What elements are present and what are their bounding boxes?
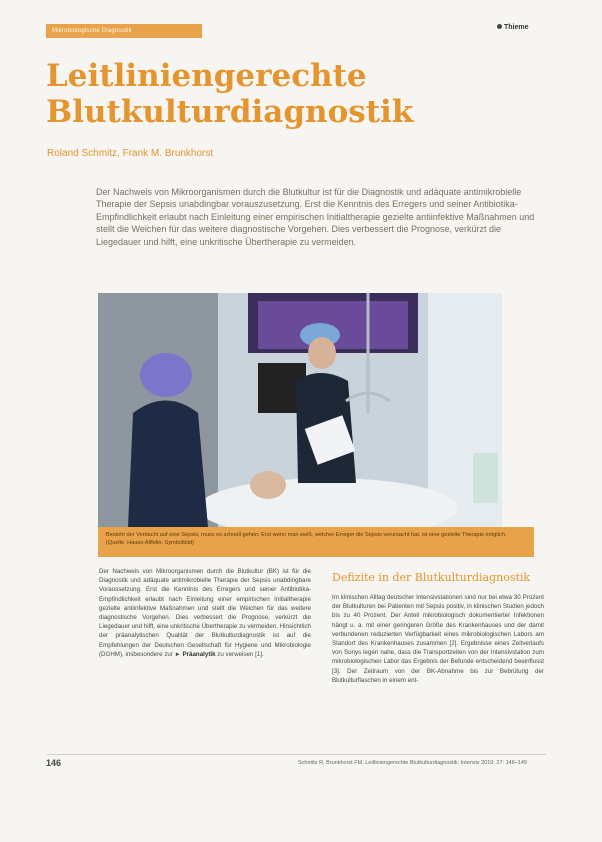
- citation-footer: Schmitz R, Brunkhorst FM. Leitliniengerechte Blutkulturdiagnostik. Intensiv 2019; 27: 146–149: [298, 760, 527, 766]
- left-column-end: zu verweisen [1].: [215, 650, 264, 658]
- footer-rule: [46, 754, 546, 755]
- article-authors: Roland Schmitz, Frank M. Brunkhorst: [47, 148, 214, 159]
- publisher-name: Thieme: [504, 24, 529, 31]
- article-photo: [98, 293, 502, 527]
- photo-caption: [98, 527, 534, 557]
- left-column-text: Der Nachweis von Mikroorganismen durch die Blutkultur (BK) ist für die Diagnostik und adäquate antimikrobielle Therapie der Sepsis unabdingbare Voraussetzung. Erst die Kenntnis des Erregers und seiner Antibiotika-Empfindlichkeit erlaubt nach Einleitung einer empirischen Initialtherapie gezielte antiinfektive Maßnahmen und stellt die Weichen für das weitere diagnostische Vorgehen. Dies verbessert die Prognose, verkürzt die Liegedauer und hilft, eine unkritische Übertherapie zu vermeiden. Hinsichtlich der präanalytischen Qualität der Blutkulturdiagnostik ist auf die Empfehlungen der Deutschen Gesellschaft für Hygiene und Mikrobiologie (DGHM), insbesondere zur: [99, 568, 311, 658]
- title-line-1: Leitliniengerechte: [46, 58, 367, 94]
- page-number: 146: [46, 758, 62, 768]
- publisher-brand: [497, 24, 529, 31]
- right-column: Im klinischen Alltag deutscher Intensivstationen sind nur bei etwa 30 Prozent der Blutkulturen bei Patienten mit Sepsis positiv, in klinischen Studien jedoch bis zu 40 Prozent. Der Anteil mikrobiologisch dokumentierter Infektionen hängt u. a. mit einer geringeren Größe des Krankenhauses und der damit verbundenen reduzierten Verfügbarkeit eines mikrobiologischen Labors am Standort des Krankenhauses zusammen [2]. Ergebnisse eines Zeitverlaufs von Sonys legen nahe, dass die Transportzeiten von der Intensivstation zum mikrobiologischen Labor das Ergebnis der Befunde entscheidend beeinflusst [3]. Der Zeitraum von der BK-Abnahme bis zur Bebrütung der Blutkulturflaschen in einem ent-: [332, 594, 544, 684]
- thieme-logo-icon: [497, 24, 502, 29]
- photo-caption-text: Besteht der Verdacht auf eine Sepsis, muss es schnell gehen: Erst wenn man weiß, welcher Erreger die Sepsis verursacht hat, ist eine gezielte Therapie möglich. (Quelle: Hauss-Alffelin; Symbolbild): [106, 532, 507, 546]
- section-heading: Defizite in der Blutkulturdiagnostik: [332, 571, 531, 584]
- left-column-arrow-icon: ►: [174, 650, 183, 658]
- left-column-bold: Präanalytik: [182, 650, 216, 658]
- section-badge: [46, 24, 202, 38]
- article-title: [46, 58, 566, 130]
- left-column: [99, 567, 311, 659]
- article-lead: Der Nachweis von Mikroorganismen durch die Blutkultur ist für die Diagnostik und adäquate antimikrobielle Therapie der Sepsis unabdingbar vorauszusetzung. Erst die Kenntnis des Erregers und seiner Antibiotika-Empfindlichkeit erlaubt nach Einleitung einer empirischen Initialtherapie gezielte antiinfektive Maßnahmen und stellt die Weichen für das weitere diagnostische Vorgehen. Dies verbessert die Prognose, verkürzt die Liegedauer und hilft, eine unkritische Übertherapie zu vermeiden.: [96, 187, 535, 247]
- section-badge-label: Mikrobiologische Diagnostik: [52, 28, 132, 34]
- title-line-2: Blutkulturdiagnostik: [46, 94, 414, 130]
